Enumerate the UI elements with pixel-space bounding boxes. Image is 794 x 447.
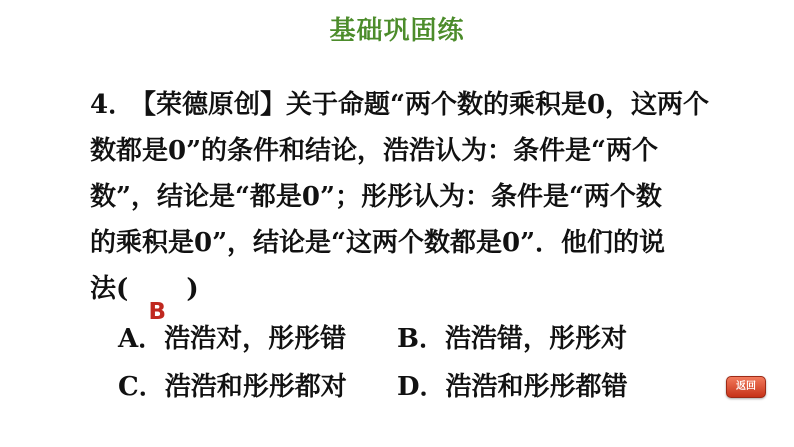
question-number: 4．: [90, 90, 135, 120]
question-line-2: 数都是0”的条件和结论，浩浩认为：条件是“两个: [90, 136, 659, 166]
answer-blank-prefix: 法(: [90, 274, 129, 304]
option-b: B．浩浩错，彤彤对: [397, 324, 627, 354]
option-d: D．浩浩和彤彤都错: [397, 372, 628, 402]
answer-blank-suffix: ): [186, 274, 199, 304]
answer-letter: B: [148, 299, 167, 325]
option-a: A．浩浩对，彤彤错: [118, 324, 347, 354]
question-line-1: [90, 82, 740, 128]
back-button[interactable]: 返回: [726, 376, 766, 398]
question-text-line-1: 【荣德原创】关于命题“两个数的乘积是0，这两个: [130, 90, 710, 120]
question-line-5: [90, 266, 740, 325]
question-line-4: 的乘积是0”，结论是“这两个数都是0”．他们的说: [90, 228, 666, 258]
section-title: 基础巩固练: [329, 16, 465, 46]
option-c: C．浩浩和彤彤都对: [118, 372, 347, 402]
question-stem: [90, 82, 740, 325]
question-line-3: 数”，结论是“都是0”；彤彤认为：条件是“两个数: [90, 182, 662, 212]
